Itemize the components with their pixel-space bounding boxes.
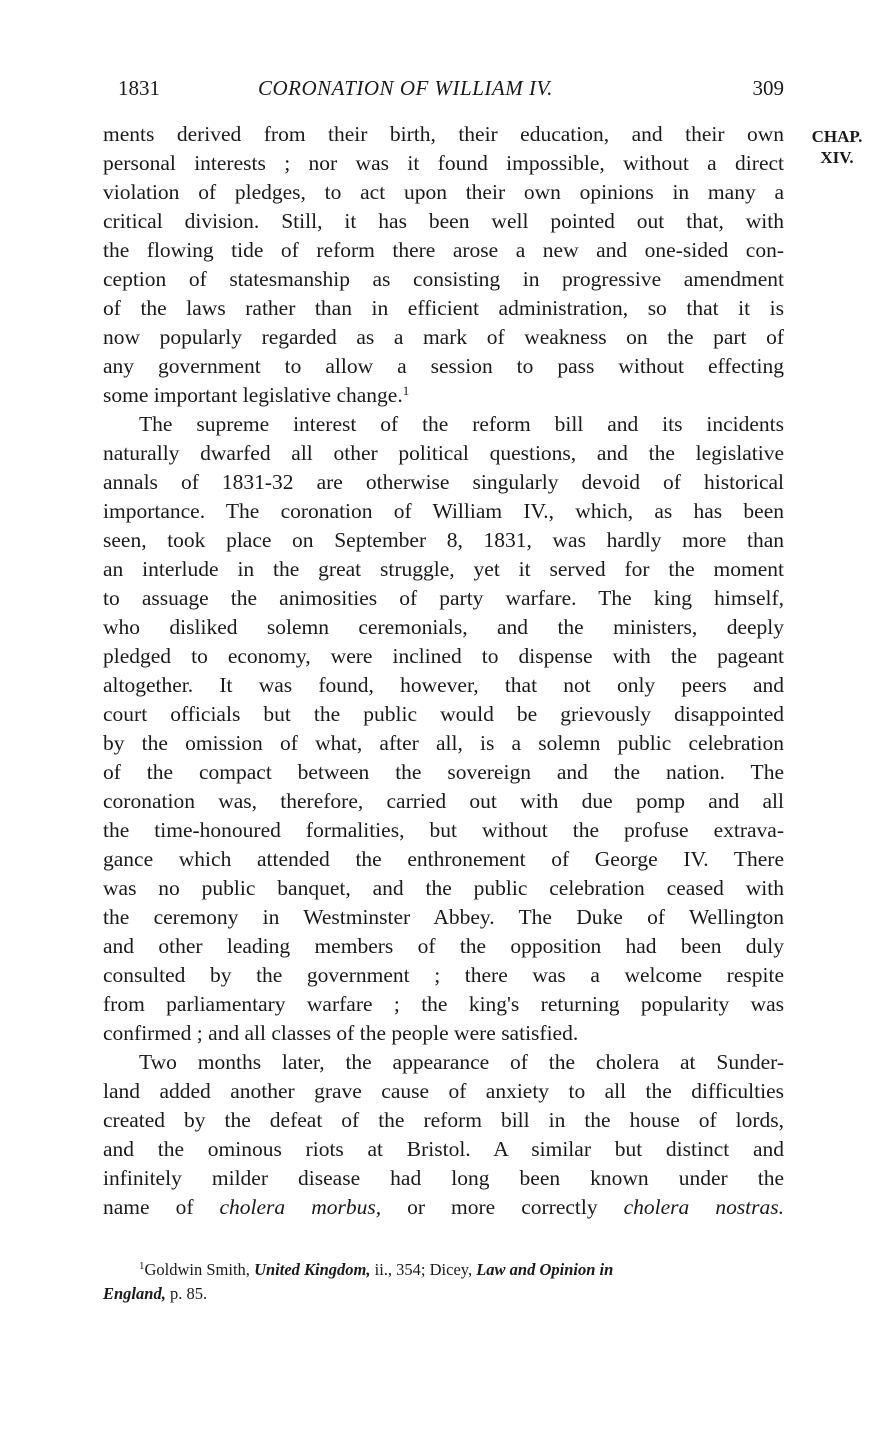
text-line: consulted by the government ; there was a welcome respite [103, 963, 784, 987]
text-line [103, 1193, 784, 1222]
margin-note-number: XIV. [820, 148, 854, 167]
footnote-text: ii., 354; Dicey, [370, 1260, 477, 1279]
italic-term: cholera morbus, [219, 1195, 382, 1219]
text-line: created by the defeat of the reform bill in the house of lords, [103, 1108, 784, 1132]
text-line: the time-honoured formalities, but without the profuse extrava- [103, 818, 784, 842]
text-line: critical division. Still, it has been well pointed out that, with [103, 209, 784, 233]
text-line: from parliamentary warfare ; the king's returning popularity was [103, 992, 784, 1016]
footnote-text: Goldwin Smith, [144, 1260, 255, 1279]
footnote-line [103, 1258, 784, 1282]
text-segment: some important legislative change. [103, 383, 403, 407]
text-line: confirmed ; and all classes of the people were satisfied. [103, 1021, 579, 1045]
chapter-margin-note [802, 126, 872, 168]
margin-note-chap: CHAP. [811, 127, 863, 146]
text-line: infinitely milder disease had long been known under the [103, 1166, 784, 1190]
text-line: Two months later, the appearance of the cholera at Sunder- [139, 1050, 784, 1074]
text-line: coronation was, therefore, carried out with due pomp and all [103, 789, 784, 813]
text-line: an interlude in the great struggle, yet it served for the moment [103, 557, 784, 581]
text-line: gance which attended the enthronement of George IV. There [103, 847, 784, 871]
footnote-work-title: England, [103, 1284, 166, 1303]
body-text [103, 120, 784, 1222]
text-line: seen, took place on September 8, 1831, was hardly more than [103, 528, 784, 552]
text-line: now popularly regarded as a mark of weakness on the part of [103, 325, 784, 349]
text-line: altogether. It was found, however, that not only peers and [103, 673, 784, 697]
footnote-text: p. 85. [165, 1284, 208, 1303]
text-line: naturally dwarfed all other political questions, and the legislative [103, 441, 784, 465]
text-segment: or more correctly [381, 1195, 624, 1219]
text-line: and other leading members of the opposition had been duly [103, 934, 784, 958]
text-line: any government to allow a session to pass without effecting [103, 354, 784, 378]
footnote-work-title: United Kingdom, [254, 1260, 371, 1279]
text-line: and the ominous riots at Bristol. A similar but distinct and [103, 1137, 784, 1161]
footnote-reference: 1 [402, 383, 410, 398]
page-number: 309 [752, 76, 784, 100]
footnote-work-title: Law and Opinion in [476, 1260, 614, 1279]
text-line: ments derived from their birth, their education, and their own [103, 122, 784, 146]
text-line: was no public banquet, and the public celebration ceased with [103, 876, 784, 900]
text-line: to assuage the animosities of party warfare. The king himself, [103, 586, 784, 610]
text-line: violation of pledges, to act upon their own opinions in many a [103, 180, 784, 204]
text-line: by the omission of what, after all, is a solemn public celebration [103, 731, 784, 755]
footnote-mark: 1 [139, 1260, 145, 1272]
text-line: who disliked solemn ceremonials, and the ministers, deeply [103, 615, 784, 639]
header-title: CORONATION OF WILLIAM IV. [258, 76, 553, 100]
text-line: the ceremony in Westminster Abbey. The Duke of Wellington [103, 905, 784, 929]
running-header [118, 76, 784, 106]
text-line [103, 381, 784, 410]
text-line: annals of 1831-32 are otherwise singularly devoid of historical [103, 470, 784, 494]
text-line: of the compact between the sovereign and the nation. The [103, 760, 784, 784]
footnote [103, 1258, 784, 1306]
text-line: of the laws rather than in efficient administration, so that it is [103, 296, 784, 320]
italic-term: cholera nostras. [623, 1195, 785, 1219]
text-line: ception of statesmanship as consisting in progressive amendment [103, 267, 784, 291]
text-line: importance. The coronation of William IV., which, as has been [103, 499, 784, 523]
text-segment: name of [103, 1195, 220, 1219]
text-line: The supreme interest of the reform bill and its incidents [139, 412, 784, 436]
footnote-line [103, 1282, 784, 1306]
text-line: personal interests ; nor was it found impossible, without a direct [103, 151, 784, 175]
text-line: court officials but the public would be grievously disappointed [103, 702, 784, 726]
text-line: the flowing tide of reform there arose a new and one-sided con- [103, 238, 784, 262]
text-line: land added another grave cause of anxiety to all the difficulties [103, 1079, 784, 1103]
header-year: 1831 [118, 76, 160, 100]
text-line: pledged to economy, were inclined to dispense with the pageant [103, 644, 784, 668]
